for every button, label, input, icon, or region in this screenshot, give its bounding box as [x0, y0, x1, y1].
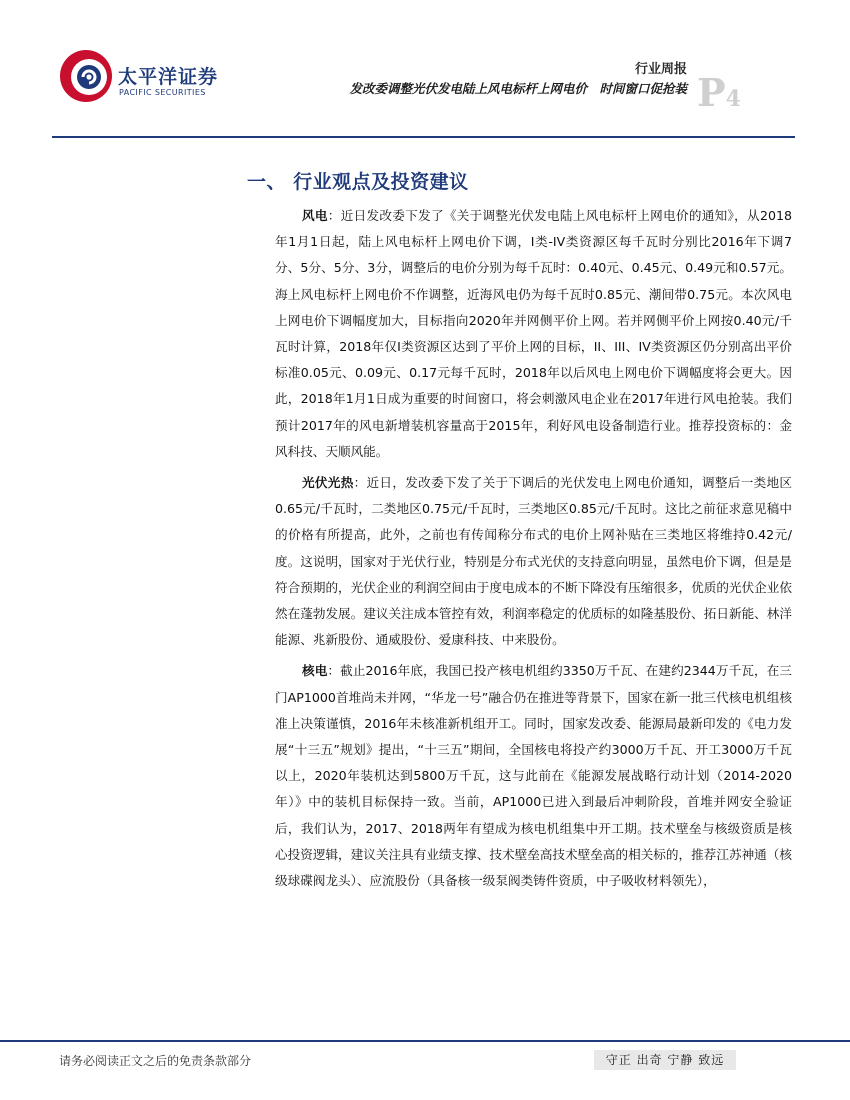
paragraph-lead: 核电 [302, 663, 328, 679]
report-type: 行业周报 [634, 62, 687, 77]
logo-english-name: PACIFIC SECURITIES [119, 88, 206, 97]
page-letter: P [697, 70, 726, 115]
paragraph-nuclear-power [275, 658, 792, 894]
paragraph-wind-power [275, 203, 792, 465]
footer-divider [0, 1040, 850, 1042]
logo-chinese-name: 太平洋证券 [118, 66, 219, 88]
paragraph-text: ：近日，发改委下发了关于下调后的光伏发电上网电价通知，调整后一类地区0.65元/千瓦时，二类地区0.75元/千瓦时，三类地区0.85元/千瓦时。这比之前征求意见稿中的价格有所提高，此外，之前也有传闻称分布式的电价上网补贴在三类地区将维持0.42元/度。这说明，国家对于光伏行业，特别是分布式光伏的支持意向明显，虽然电价下调，但是是符合预期的，光伏企业的利润空间由于度电成本的不断下降没有压缩很多，优质的光伏企业依然在蓬勃发展。建议关注成本管控有效，利润率稳定的优质标的如隆基股份、拓日新能、林洋能源、兆新股份、通威股份、爱康科技、中来股份。 [275, 475, 793, 648]
company-motto: 守正 出奇 宁静 致远 [594, 1050, 736, 1070]
page-digit: 4 [725, 86, 741, 112]
paragraph-lead: 风电 [302, 208, 328, 223]
company-logo-icon [58, 48, 114, 104]
header-divider [52, 136, 795, 138]
section-heading: 一、 行业观点及投资建议 [247, 171, 469, 193]
report-body [275, 203, 792, 899]
page-number [697, 70, 741, 115]
paragraph-lead: 光伏光热 [302, 475, 354, 491]
report-title: 发改委调整光伏发电陆上风电标杆上网电价 时间窗口促抢装 [349, 81, 687, 96]
paragraph-solar-power [275, 470, 792, 653]
paragraph-text: ：截止2016年底，我国已投产核电机组约3350万千瓦、在建约2344万千瓦，在三门AP1000首堆尚未并网，“华龙一号”融合仍在推进等背景下，国家在新一批三代核电机组核准上决策谨慎，2016年未核准新机组开工。同时，国家发改委、能源局最新印发的《电力发展“十三五”规划》提出，“十三五”期间，全国核电将投产约3000万千瓦、开工3000万千瓦以上，2020年装机达到5800万千瓦，这与此前在《能源发展战略行动计划（2014-2020年）》中的装机目标保持一致。当前，AP1000已进入到最后冲刺阶段，首堆并网安全验证后，我们认为，2017、2018两年有望成为核电机组集中开工期。技术壁垒与核级资质是核心投资逻辑，建议关注具有业绩支撑、技术壁垒高技术壁垒高的相关标的，推荐江苏神通（核级球碟阀龙头）、应流股份（具备核一级泵阀类铸件资质，中子吸收材料领先）， [275, 663, 793, 889]
footer-disclaimer: 请务必阅读正文之后的免责条款部分 [59, 1054, 252, 1068]
paragraph-text: ：近日发改委下发了《关于调整光伏发电陆上风电标杆上网电价的通知》，从2018年1月1日起，陆上风电标杆上网电价下调，I类-IV类资源区每千瓦时分别比2016年下调7分、5分、5分、3分，调整后的电价分别为每千瓦时：0.40元、0.45元、0.49元和0.57元。海上风电标杆上网电价不作调整，近海风电仍为每千瓦时0.85元、潮间带0.75元。本次风电上网电价下调幅度加大，目标指向2020年并网侧平价上网。若并网侧平价上网按0.40元/千瓦时计算，2018年仅I类资源区达到了平价上网的目标，II、III、IV类资源区仍分别高出平价标准0.05元、0.09元、0.17元每千瓦时，2018年以后风电上网电价下调幅度将会更大。因此，2018年1月1日成为重要的时间窗口，将会刺激风电企业在2017年进行风电抢装。我们预计2017年的风电新增装机容量高于2015年，利好风电设备制造行业。推荐投资标的：金风科技、天顺风能。 [275, 208, 792, 459]
